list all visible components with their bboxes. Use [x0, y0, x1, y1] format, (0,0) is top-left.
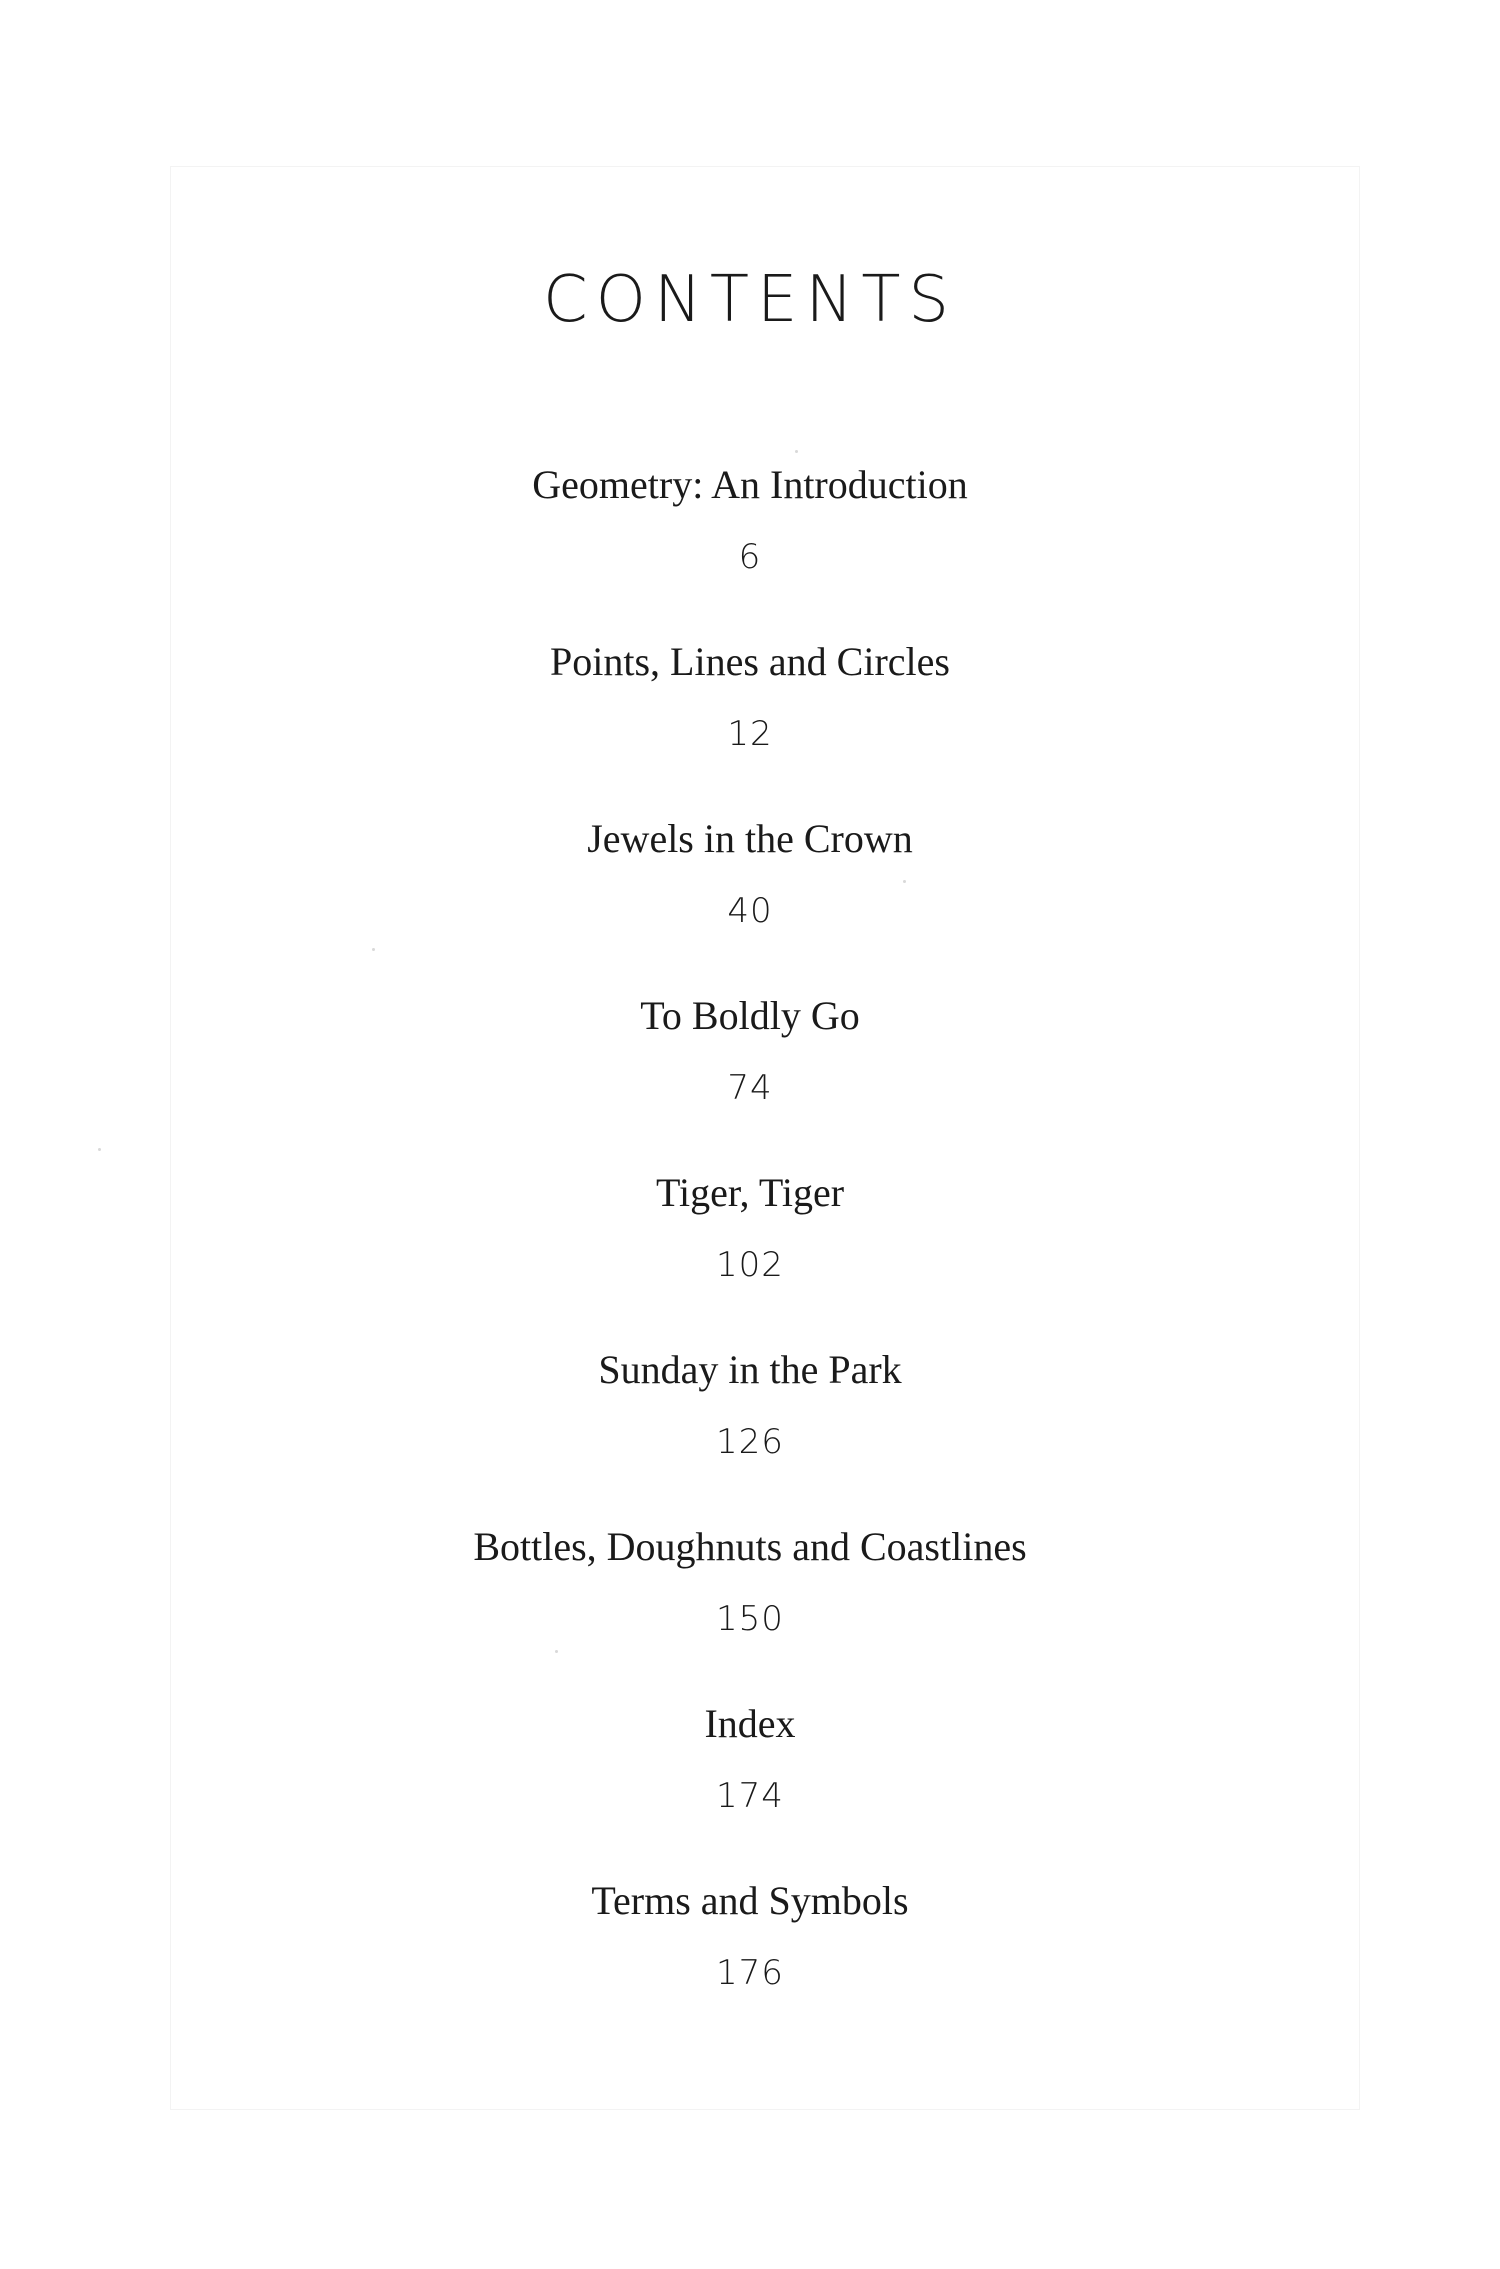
toc-entry-page-number: 102 — [716, 1245, 784, 1285]
toc-entry[interactable] — [0, 1168, 1500, 1290]
toc-entry-title: Jewels in the Crown — [587, 816, 913, 861]
toc-entry-page-number: 40 — [727, 891, 773, 931]
toc-entry-title: Geometry: An Introduction — [532, 462, 968, 507]
scan-speck — [795, 450, 798, 453]
toc-entry[interactable] — [0, 991, 1500, 1113]
toc-entry-title: Sunday in the Park — [598, 1347, 902, 1392]
toc-entry-page-number: 150 — [716, 1599, 784, 1639]
contents-heading: CONTENTS — [542, 263, 958, 337]
scan-speck — [372, 948, 375, 951]
toc-entry-page-number: 176 — [716, 1953, 784, 1993]
scan-speck — [555, 1650, 558, 1653]
toc-entry[interactable] — [0, 1699, 1500, 1821]
toc-entry-page-number: 12 — [727, 714, 773, 754]
toc-entry[interactable] — [0, 814, 1500, 936]
toc-entry-title: Points, Lines and Circles — [550, 639, 950, 684]
toc-entry[interactable] — [0, 460, 1500, 582]
toc-entry-title: Index — [704, 1701, 796, 1746]
toc-entry[interactable] — [0, 1345, 1500, 1467]
toc-entry-title: Bottles, Doughnuts and Coastlines — [473, 1524, 1027, 1569]
toc-entry-title: Tiger, Tiger — [655, 1170, 845, 1215]
toc-entry-page-number: 6 — [738, 537, 762, 577]
toc-entry-title: To Boldly Go — [640, 993, 860, 1038]
toc-entry[interactable] — [0, 637, 1500, 759]
toc-entry[interactable] — [0, 1522, 1500, 1644]
scan-speck — [903, 880, 906, 883]
toc-entry-page-number: 126 — [716, 1422, 784, 1462]
toc-entry-title: Terms and Symbols — [591, 1878, 909, 1923]
toc-entry-page-number: 74 — [727, 1068, 773, 1108]
scan-speck — [98, 1148, 101, 1151]
toc-entry-page-number: 174 — [716, 1776, 784, 1816]
toc-entry[interactable] — [0, 1876, 1500, 1998]
